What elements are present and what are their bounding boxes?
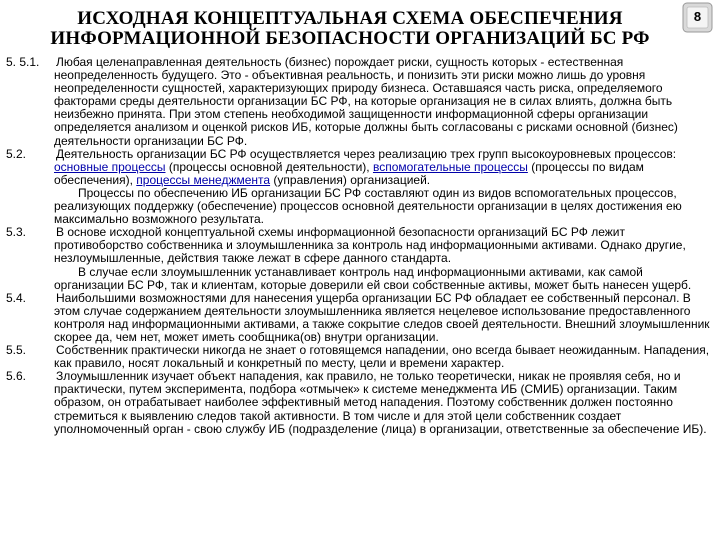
title-line-2: ИНФОРМАЦИОННОЙ БЕЗОПАСНОСТИ ОРГАНИЗАЦИЙ БС РФ [50, 28, 650, 49]
paragraph-5-6 [6, 370, 714, 435]
page-title [20, 9, 680, 49]
paragraph-5-3 [6, 226, 714, 265]
paragraph-text: Процессы по обеспечению ИБ организации БС РФ составляют один из видов вспомогательных процессов, реализующих поддержку (обеспечение) процессов основной деятельности организации в целях достижения ею максимально возможного результата. [54, 185, 682, 227]
paragraph-number: 5.5. [6, 343, 27, 358]
paragraph-5-1 [6, 56, 714, 148]
paragraph-text: В случае если злоумышленник устанавливает контроль над информационными активами, как самой организации БС РФ, так и клиентам, которые доверили ей свои собственные активы, может быть нанесен ущерб. [54, 264, 692, 292]
link-main-processes[interactable]: основные процессы [54, 159, 166, 174]
paragraph-text: Деятельность организации БС РФ осуществляется через реализацию трех групп высокоуровневых процессов: [56, 146, 677, 161]
paragraph-text: Злоумышленник изучает объект нападения, как правило, не только теоретически, никак не проявляя себя, но и практически, путем эксперимента, подбора «отмычек» к системе менеджмента ИБ (СМИБ) организации. Таким образом, он отрабатывает наиболее эффективный метод нападения. Поэтому собственник должен постоянно стремиться к выявлению следов такой активности. В том числе и для этой цели собственник создает уполномоченный орган - свою службу ИБ (подразделение (лица) в организации, ответственные за обеспечение ИБ). [54, 369, 707, 436]
title-line-1: ИСХОДНАЯ КОНЦЕПТУАЛЬНАЯ СХЕМА ОБЕСПЕЧЕНИЯ [77, 8, 623, 29]
paragraph-5-2-continued [6, 187, 714, 226]
page-number: 8 [693, 9, 702, 24]
link-support-processes[interactable]: вспомогательные процессы [372, 159, 528, 174]
paragraph-number: 5.4. [6, 290, 27, 305]
link-management-processes[interactable]: процессы менеджмента [136, 172, 271, 187]
paragraph-number: 5.6. [6, 369, 27, 384]
page-number-badge [680, 0, 715, 35]
paragraph-text: Любая целенаправленная деятельность (бизнес) порождает риски, сущность которых - естественная неопределенность будущего. Это - объективная реальность, и понизить эти риски можно лишь до уровня неопределенности сущностей, характеризующих природу бизнеса. Оставшаяся часть риска, определяемого факторами среды деятельности организации БС РФ, на которые организация не в силах влиять, должна быть неизбежно принята. При этом степень необходимой защищенности информационной сферы организации определяется анализом и оценкой рисков ИБ, которые должны быть согласованы с рисками основной (бизнес) деятельности организации БС РФ. [54, 56, 678, 148]
paragraph-5-5 [6, 344, 714, 370]
paragraph-number: 5.3. [6, 225, 27, 240]
paragraph-text: В основе исходной концептуальной схемы информационной безопасности организаций БС РФ лежит противоборство собственника и злоумышленника за контроль над информационными активами. Однако другие, незлоумышленные, действия также лежат в сфере данного стандарта. [54, 225, 686, 266]
document-body [6, 56, 714, 536]
paragraph-text: Собственник практически никогда не знает о готовящемся нападении, оно всегда бывает неожиданным. Нападения, как правило, носят локальный и конкретный по месту, цели и времени характер. [54, 343, 710, 371]
paragraph-text: (процессы основной деятельности), [165, 159, 373, 174]
paragraph-text: Наибольшими возможностями для нанесения ущерба организации БС РФ обладает ее собственный персонал. В этом случае содержанием деятельности злоумышленника является нецелевое использование предоставленного контроля над информационными активами, а также сокрытие следов своей деятельности. Внешний злоумышленник скорее да, чем нет, может иметь сообщника(ов) внутри организации. [54, 290, 710, 344]
paragraph-5-4 [6, 292, 714, 344]
paragraph-text: (управления) организацией. [270, 172, 431, 187]
paragraph-5-2 [6, 148, 714, 187]
paragraph-text: (процессы по видам обеспечения), [54, 159, 644, 187]
paragraph-5-3-continued [6, 266, 714, 292]
paragraph-number: 5. 5.1. [6, 56, 40, 69]
paragraph-number: 5.2. [6, 146, 27, 161]
